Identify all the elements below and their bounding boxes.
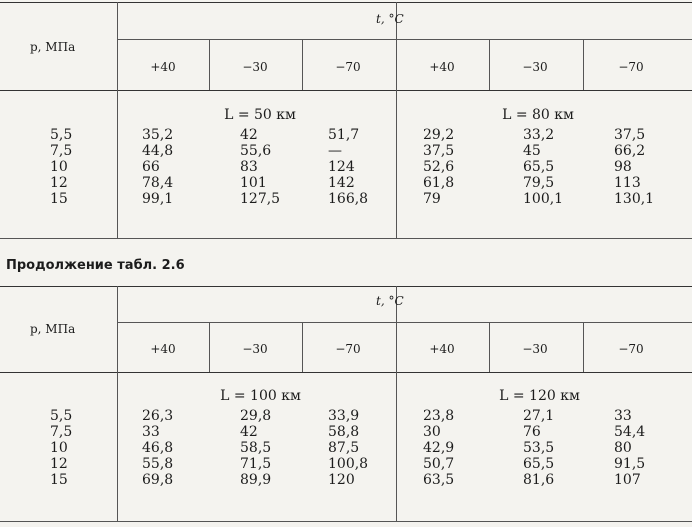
table-cell: 54,4 <box>614 424 646 440</box>
table-2-divider <box>396 286 397 521</box>
table-cell: 58,8 <box>328 424 360 440</box>
table-cell: 78,4 <box>142 175 174 191</box>
table-cell: 33 <box>614 408 632 424</box>
table-cell: 52,6 <box>423 159 455 175</box>
table-2-header-rule <box>0 372 692 373</box>
pressure-value: 15 <box>50 191 68 207</box>
pressure-value: 12 <box>50 456 68 472</box>
table-cell: 42,9 <box>423 440 455 456</box>
value-column <box>523 408 554 488</box>
table-cell: 100,1 <box>523 191 564 207</box>
table-cell: 66 <box>142 159 160 175</box>
table-cell: 42 <box>240 424 258 440</box>
temperature-label: −70 <box>618 60 644 74</box>
table-cell: 55,6 <box>240 143 272 159</box>
table-cell: 26,3 <box>142 408 174 424</box>
table-cell: 107 <box>614 472 641 488</box>
table-2-t-rule <box>117 322 692 323</box>
temperature-label: −70 <box>335 60 361 74</box>
temperature-label: +40 <box>150 342 176 356</box>
table-cell: 37,5 <box>614 127 646 143</box>
table-cell: 80 <box>614 440 632 456</box>
table-cell: 46,8 <box>142 440 174 456</box>
table-2-top-rule <box>0 286 692 287</box>
table-cell: 101 <box>240 175 267 191</box>
table-cell: 63,5 <box>423 472 455 488</box>
value-column <box>240 127 280 207</box>
value-column <box>423 408 454 488</box>
table-cell: 27,1 <box>523 408 555 424</box>
temperature-label: −30 <box>522 60 548 74</box>
temperature-label: −30 <box>522 342 548 356</box>
pressure-value: 15 <box>50 472 68 488</box>
table-cell: 44,8 <box>142 143 174 159</box>
table-cell: 81,6 <box>523 472 555 488</box>
table-cell: 35,2 <box>142 127 174 143</box>
table-cell: 51,7 <box>328 127 360 143</box>
table-cell: 87,5 <box>328 440 360 456</box>
temperature-label: +40 <box>429 60 455 74</box>
table-2-divider <box>583 322 584 372</box>
table-2-bottom-rule <box>0 521 692 522</box>
table-cell: 130,1 <box>614 191 655 207</box>
pressure-column <box>50 408 72 488</box>
group-label: L = 120 км <box>499 388 580 404</box>
value-column <box>328 127 368 207</box>
table-cell: 120 <box>328 472 355 488</box>
table-1-top-rule <box>0 2 692 3</box>
pressure-value: 5,5 <box>50 127 73 143</box>
table-cell: 50,7 <box>423 456 455 472</box>
table-cell: 127,5 <box>240 191 281 207</box>
table-cell: — <box>328 143 342 159</box>
table-1-divider <box>583 39 584 90</box>
pressure-column <box>50 127 72 207</box>
table-1-t-rule <box>117 39 692 40</box>
table-cell: 89,9 <box>240 472 272 488</box>
temperature-label: +40 <box>429 342 455 356</box>
pressure-value: 5,5 <box>50 408 73 424</box>
table-cell: 142 <box>328 175 355 191</box>
table-cell: 37,5 <box>423 143 455 159</box>
table-1-divider <box>117 2 118 238</box>
value-column <box>142 127 173 207</box>
temperature-header: t, °C <box>376 294 404 308</box>
table-cell: 29,8 <box>240 408 272 424</box>
table-1-header-rule <box>0 90 692 91</box>
table-cell: 66,2 <box>614 143 646 159</box>
pressure-header: p, МПа <box>30 40 76 54</box>
table-cell: 33,2 <box>523 127 555 143</box>
pressure-header: p, МПа <box>30 322 76 336</box>
table-cell: 124 <box>328 159 355 175</box>
table-cell: 166,8 <box>328 191 369 207</box>
temperature-label: −30 <box>242 60 268 74</box>
value-column <box>523 127 563 207</box>
table-cell: 98 <box>614 159 632 175</box>
table-cell: 71,5 <box>240 456 272 472</box>
value-column <box>240 408 271 488</box>
value-column <box>142 408 173 488</box>
table-cell: 45 <box>523 143 541 159</box>
table-cell: 76 <box>523 424 541 440</box>
temperature-label: −70 <box>618 342 644 356</box>
temperature-label: −70 <box>335 342 361 356</box>
table-cell: 113 <box>614 175 641 191</box>
pressure-value: 10 <box>50 159 68 175</box>
table-cell: 53,5 <box>523 440 555 456</box>
table-1-divider <box>396 2 397 238</box>
table-cell: 30 <box>423 424 441 440</box>
table-cell: 79 <box>423 191 441 207</box>
group-label: L = 100 км <box>220 388 301 404</box>
value-column <box>614 408 645 488</box>
pressure-value: 10 <box>50 440 68 456</box>
temperature-label: +40 <box>150 60 176 74</box>
table-cell: 33,9 <box>328 408 360 424</box>
value-column <box>423 127 454 207</box>
value-column <box>328 408 368 488</box>
table-cell: 83 <box>240 159 258 175</box>
table-cell: 42 <box>240 127 258 143</box>
table-cell: 91,5 <box>614 456 646 472</box>
table-2-divider <box>117 286 118 521</box>
table-cell: 99,1 <box>142 191 174 207</box>
group-label: L = 80 км <box>502 107 574 123</box>
temperature-label: −30 <box>242 342 268 356</box>
table-cell: 100,8 <box>328 456 369 472</box>
table-cell: 55,8 <box>142 456 174 472</box>
pressure-value: 7,5 <box>50 424 73 440</box>
table-cell: 33 <box>142 424 160 440</box>
table-cell: 58,5 <box>240 440 272 456</box>
pressure-value: 12 <box>50 175 68 191</box>
table-cell: 69,8 <box>142 472 174 488</box>
table-cell: 79,5 <box>523 175 555 191</box>
table-1-bottom-rule <box>0 238 692 239</box>
table-cell: 29,2 <box>423 127 455 143</box>
value-column <box>614 127 654 207</box>
pressure-value: 7,5 <box>50 143 73 159</box>
temperature-header: t, °C <box>376 12 404 26</box>
table-cell: 61,8 <box>423 175 455 191</box>
table-cell: 65,5 <box>523 456 555 472</box>
group-label: L = 50 км <box>224 107 296 123</box>
table-cell: 65,5 <box>523 159 555 175</box>
table-cell: 23,8 <box>423 408 455 424</box>
table-caption: Продолжение табл. 2.6 <box>6 258 185 273</box>
